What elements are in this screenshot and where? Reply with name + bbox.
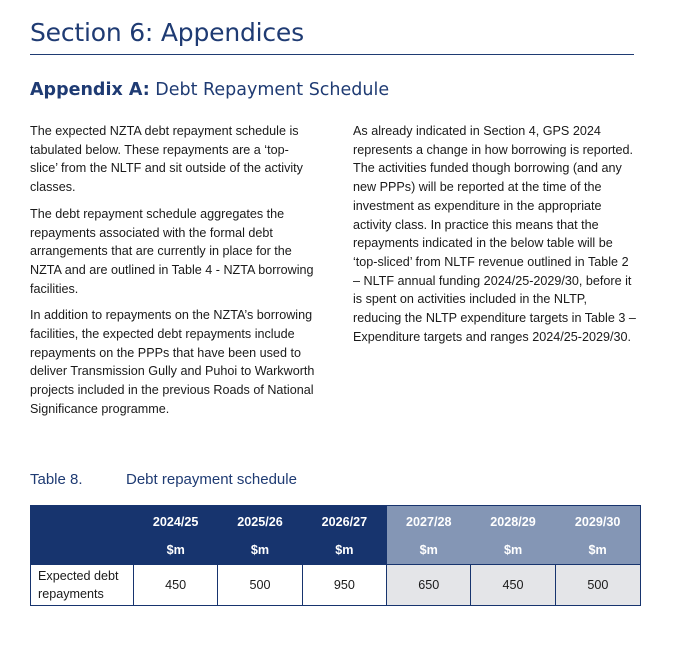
header-year: 2029/30 (555, 506, 640, 537)
left-column (30, 122, 315, 427)
value-cell: 650 (387, 565, 471, 606)
header-unit: $m (387, 536, 471, 565)
paragraph: The expected NZTA debt repayment schedule is tabulated below. These repayments are a ‘top-slice’ from the NLTF and sit outside of the activity classes. (30, 124, 303, 195)
header-year: 2025/26 (218, 506, 302, 537)
section-title: Section 6: Appendices (30, 18, 304, 47)
table-caption (30, 471, 297, 488)
header-year: 2028/29 (471, 506, 555, 537)
value-cell: 500 (555, 565, 640, 606)
header-unit: $m (218, 536, 302, 565)
header-unit: $m (134, 536, 218, 565)
section-divider (30, 54, 634, 55)
paragraph: As already indicated in Section 4, GPS 2024 represents a change in how borrowing is reported. The activities funded though borrowing (and any new PPPs) will be reported at the time of the investment as expenditure in the appropriate activity class. In practice this means that the repayments indicated in the below table will be ‘top-sliced’ from NLTF revenue outlined in Table 2 – NLTF annual funding 2024/25-2029/30, before it is spent on activities included in the NLTP, reducing the NLTP expenditure targets in Table 3 – Expenditure targets and ranges 2024/25-2029/30. (353, 124, 636, 344)
header-year: 2027/28 (387, 506, 471, 537)
header-unit: $m (471, 536, 555, 565)
value-cell: 950 (302, 565, 386, 606)
table-header-years (31, 506, 641, 537)
table-row (31, 565, 641, 606)
header-year: 2026/27 (302, 506, 386, 537)
right-column (353, 122, 638, 354)
header-unit: $m (555, 536, 640, 565)
header-year: 2024/25 (134, 506, 218, 537)
paragraph: The debt repayment schedule aggregates the repayments associated with the formal debt arrangements that are currently in place for the NZTA and are outlined in Table 4 - NZTA borrowing facilities. (30, 206, 314, 296)
value-cell: 500 (218, 565, 302, 606)
appendix-title (30, 80, 389, 100)
debt-repayment-table (30, 505, 641, 606)
appendix-label: Appendix A: (30, 80, 150, 100)
header-corner (31, 506, 134, 565)
table-title: Debt repayment schedule (126, 471, 297, 488)
row-label: Expected debt repayments (31, 565, 134, 606)
header-unit: $m (302, 536, 386, 565)
appendix-name: Debt Repayment Schedule (149, 80, 390, 100)
value-cell: 450 (471, 565, 555, 606)
paragraph: In addition to repayments on the NZTA’s borrowing facilities, the expected debt repayments include repayments on the PPPs that have been used to deliver Transmission Gully and Puhoi to Warkworth projects included in the previous Roads of National Significance programme. (30, 308, 315, 416)
table-number: Table 8. (30, 471, 83, 488)
value-cell: 450 (134, 565, 218, 606)
